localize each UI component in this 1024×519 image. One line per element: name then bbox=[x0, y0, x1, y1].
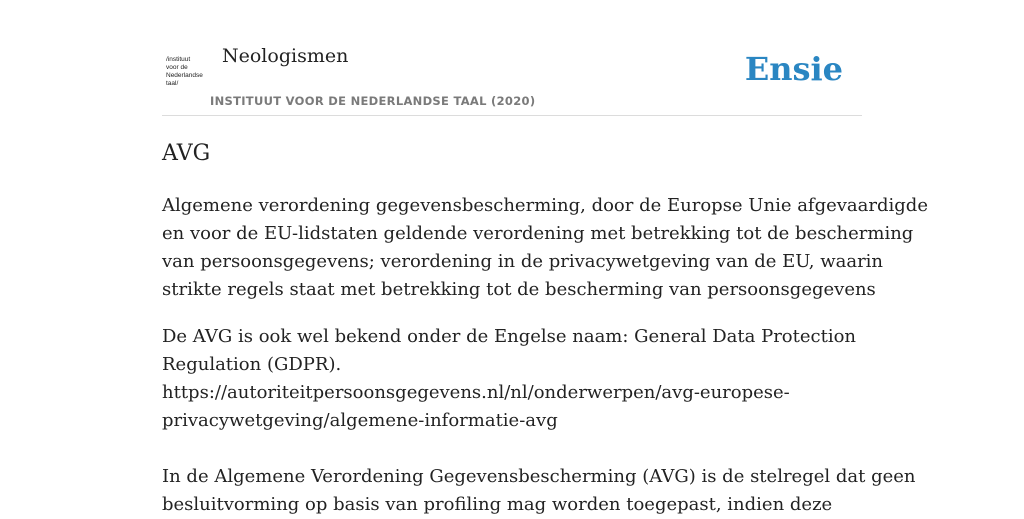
entry-title: AVG bbox=[162, 141, 211, 166]
page bbox=[162, 0, 928, 515]
reference-url-line[interactable]: privacywetgeving/algemene-informatie-avg bbox=[162, 410, 558, 431]
text-line: De AVG is ook wel bekend onder de Engelse naam: General Data Protection bbox=[162, 326, 857, 347]
logo-line: taal/ bbox=[166, 80, 179, 87]
source-label[interactable]: INSTITUUT VOOR DE NEDERLANDSE TAAL (2020) bbox=[210, 94, 536, 108]
logo-line: /instituut bbox=[166, 56, 191, 63]
ensie-logo[interactable]: Ensie bbox=[744, 50, 843, 88]
reference-url-line[interactable]: https://autoriteitpersoonsgegevens.nl/nl/onderwerpen/avg-europese- bbox=[162, 382, 790, 403]
definition-paragraph bbox=[162, 192, 928, 304]
logo-line: voor de bbox=[166, 64, 188, 71]
text-line: van persoonsgegevens; verordening in de privacywetgeving van de EU, waarin bbox=[162, 251, 884, 272]
additional-paragraph bbox=[162, 463, 916, 519]
text-line: In de Algemene Verordening Gegevensbescherming (AVG) is de stelregel dat geen bbox=[162, 466, 916, 487]
institute-logo[interactable] bbox=[166, 56, 206, 88]
text-line: Algemene verordening gegevensbescherming, door de Europse Unie afgevaardigde bbox=[162, 195, 928, 216]
text-line: en voor de EU-lidstaten geldende verordening met betrekking tot de bescherming bbox=[162, 223, 914, 244]
dictionary-header bbox=[162, 0, 862, 116]
note-paragraph bbox=[162, 323, 862, 435]
text-line: strikte regels staat met betrekking tot de bescherming van persoonsgegevens bbox=[162, 279, 876, 300]
logo-line: Nederlandse bbox=[166, 72, 203, 79]
dictionary-title[interactable]: Neologismen bbox=[222, 45, 349, 67]
text-line: besluitvorming op basis van profiling mag worden toegepast, indien deze bbox=[162, 494, 833, 515]
text-line: Regulation (GDPR). bbox=[162, 354, 342, 375]
